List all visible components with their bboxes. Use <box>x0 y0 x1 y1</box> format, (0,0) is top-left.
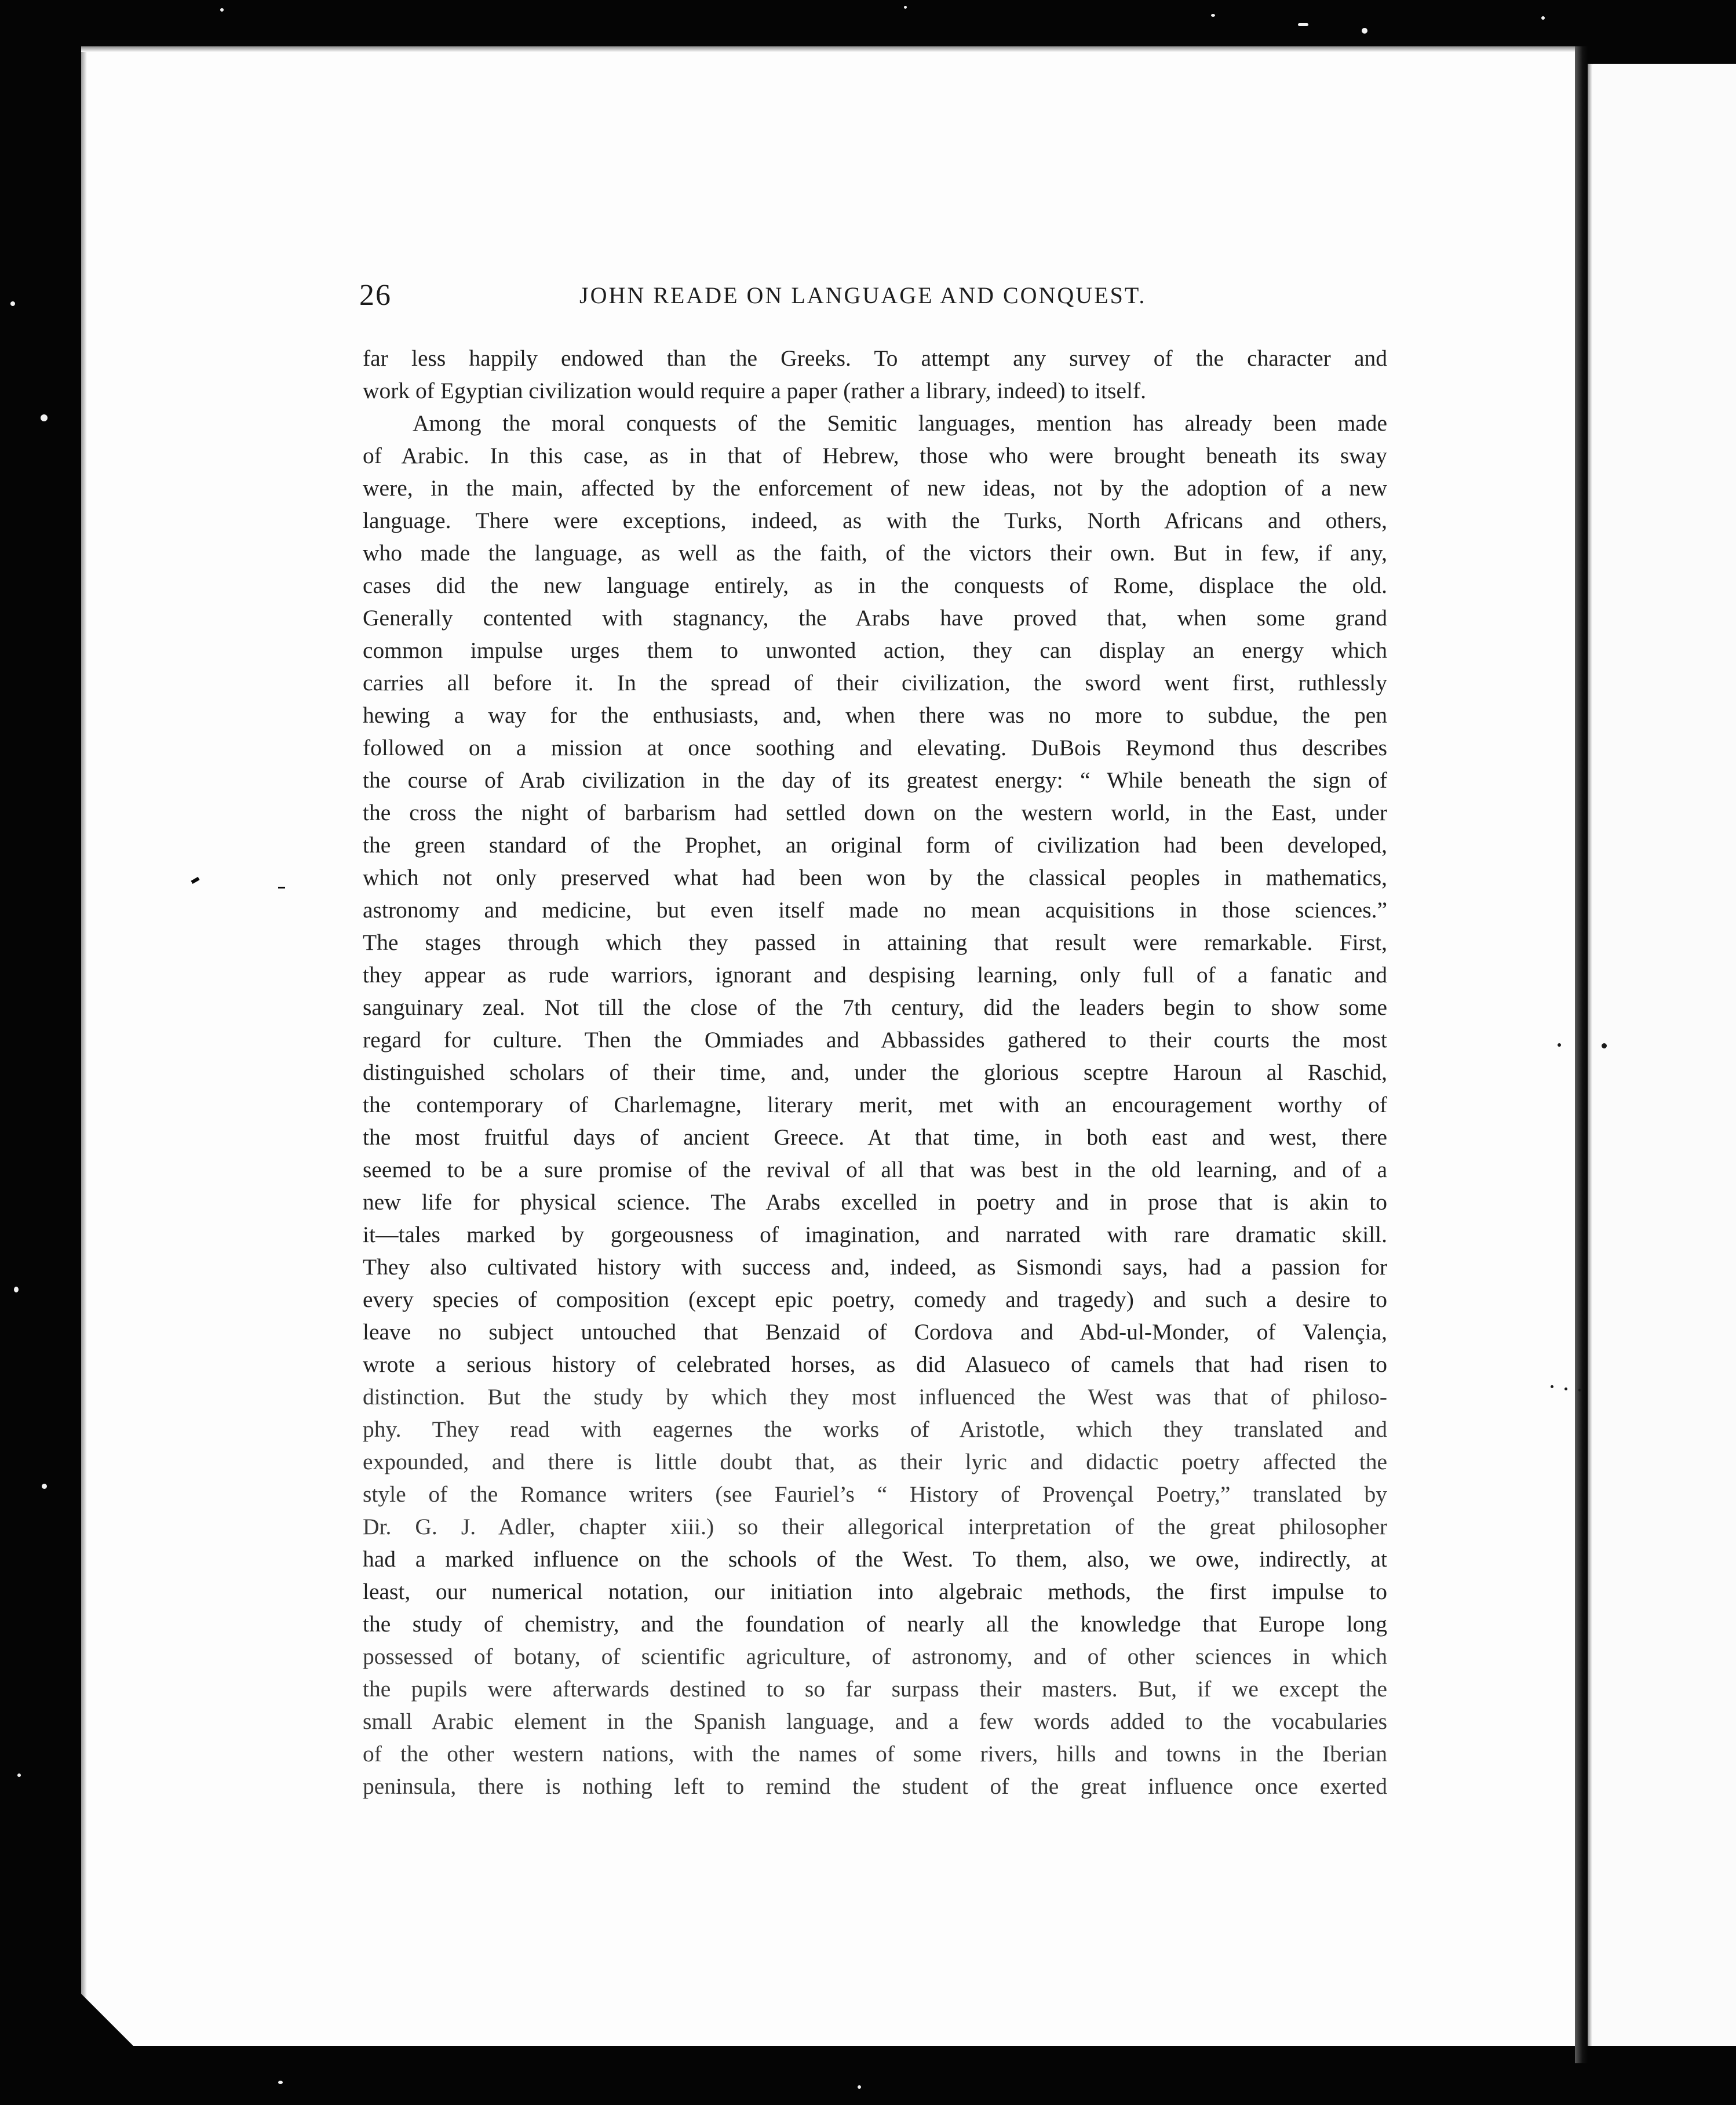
text-line: the study of chemistry, and the foundation of nearly all the knowledge that Europe long <box>363 1611 1387 1637</box>
text-line: astronomy and medicine, but even itself made no mean acquisitions in those sciences.” <box>363 897 1387 923</box>
running-title: JOHN READE ON LANGUAGE AND CONQUEST. <box>579 282 1147 308</box>
running-head <box>359 278 1388 313</box>
scan-speck <box>17 1773 21 1777</box>
text-line: The stages through which they passed in attaining that result were remarkable. First, <box>363 930 1387 955</box>
text-line: They also cultivated history with success and, indeed, as Sismondi says, had a passion for <box>363 1254 1387 1280</box>
text-line: peninsula, there is nothing left to remind the student of the great influence once exerted <box>363 1773 1387 1799</box>
text-line: of Arabic. In this case, as in that of Hebrew, those who were brought beneath its sway <box>363 443 1387 468</box>
text-line: had a marked influence on the schools of the West. To them, also, we owe, indirectly, at <box>363 1546 1387 1572</box>
text-line: the most fruitful days of ancient Greece. At that time, in both east and west, there <box>363 1124 1387 1150</box>
text-line: distinction. But the study by which they most influenced the West was that of philoso- <box>363 1384 1387 1410</box>
text-line: the course of Arab civilization in the day of its greatest energy: “ While beneath the sign of <box>363 767 1387 793</box>
text-line: the cross the night of barbarism had settled down on the western world, in the East, under <box>363 800 1387 825</box>
body-text <box>363 342 1387 1802</box>
margin-mark <box>278 887 285 888</box>
text-line: distinguished scholars of their time, and, under the glorious sceptre Haroun al Raschid, <box>363 1059 1387 1085</box>
scan-speck <box>42 1484 47 1489</box>
text-line: work of Egyptian civilization would require a paper (rather a library, indeed) to itself. <box>363 378 1147 403</box>
page-top-shadow <box>81 46 1575 52</box>
text-line: leave no subject untouched that Benzaid of Cordova and Abd-ul-Monder, of Valençia, <box>363 1319 1387 1345</box>
text-line: small Arabic element in the Spanish language, and a few words added to the vocabularies <box>363 1709 1387 1734</box>
adjacent-page-mark <box>1551 1385 1553 1388</box>
text-line: the green standard of the Prophet, an original form of civilization had been developed, <box>363 832 1387 858</box>
text-line: Generally contented with stagnancy, the Arabs have proved that, when some grand <box>363 605 1387 631</box>
text-line: new life for physical science. The Arabs excelled in poetry and in prose that is akin to <box>363 1189 1387 1215</box>
text-line: style of the Romance writers (see Fauriel’s “ History of Provençal Poetry,” translated by <box>363 1481 1387 1507</box>
text-line: hewing a way for the enthusiasts, and, when there was no more to subdue, the pen <box>363 702 1387 728</box>
text-line: Dr. G. J. Adler, chapter xiii.) so their allegorical interpretation of the great philosopher <box>363 1514 1387 1539</box>
adjacent-page-mark <box>1578 1389 1581 1392</box>
text-line: of the other western nations, with the names of some rivers, hills and towns in the Iberian <box>363 1741 1387 1767</box>
adjacent-page-mark <box>1564 1387 1567 1390</box>
text-line: regard for culture. Then the Ommiades and Abbassides gathered to their courts the most <box>363 1027 1387 1052</box>
scan-speck <box>220 8 224 12</box>
scan-speck <box>1211 14 1215 17</box>
text-line: Among the moral conquests of the Semitic languages, mention has already been made <box>413 410 1387 436</box>
text-line: carries all before it. In the spread of their civilization, the sword went first, ruthlessly <box>363 670 1387 695</box>
adjacent-page <box>1588 64 1736 2046</box>
text-line: language. There were exceptions, indeed, as with the Turks, North Africans and others, <box>363 508 1387 533</box>
scan-speck <box>1541 16 1545 20</box>
text-line: it—tales marked by gorgeousness of imagination, and narrated with rare dramatic skill. <box>363 1222 1387 1247</box>
text-line: phy. They read with eagernes the works of Aristotle, which they translated and <box>363 1416 1387 1442</box>
text-line: they appear as rude warriors, ignorant and despising learning, only full of a fanatic and <box>363 962 1387 988</box>
text-line: followed on a mission at once soothing and elevating. DuBois Reymond thus describes <box>363 735 1387 760</box>
scan-speck <box>10 301 15 306</box>
scan-speck <box>904 6 907 9</box>
scan-speck <box>278 2081 283 2084</box>
adjacent-page-edge <box>1588 64 1592 2046</box>
text-line: expounded, and there is little doubt that, as their lyric and didactic poetry affected the <box>363 1449 1387 1474</box>
page-edge-shadow <box>81 46 87 2046</box>
text-line: wrote a serious history of celebrated horses, as did Alasueco of camels that had risen to <box>363 1352 1387 1377</box>
adjacent-page-mark <box>1602 1043 1607 1048</box>
scan-speck <box>858 2085 861 2089</box>
page-number: 26 <box>359 279 392 312</box>
text-line: possessed of botany, of scientific agriculture, of astronomy, and of other sciences in which <box>363 1644 1387 1669</box>
text-line: were, in the main, affected by the enforcement of new ideas, not by the adoption of a new <box>363 475 1387 501</box>
text-line: who made the language, as well as the faith, of the victors their own. But in few, if any, <box>363 540 1387 566</box>
text-line: cases did the new language entirely, as in the conquests of Rome, displace the old. <box>363 573 1387 598</box>
text-line: far less happily endowed than the Greeks. To attempt any survey of the character and <box>363 345 1387 371</box>
text-line: least, our numerical notation, our initiation into algebraic methods, the first impulse to <box>363 1579 1387 1604</box>
text-line: the pupils were afterwards destined to so far surpass their masters. But, if we except the <box>363 1676 1387 1702</box>
text-line: sanguinary zeal. Not till the close of the 7th century, did the leaders begin to show some <box>363 995 1387 1020</box>
book-gutter <box>1575 46 1588 2063</box>
text-line: the contemporary of Charlemagne, literary merit, met with an encouragement worthy of <box>363 1092 1387 1117</box>
scan-speck <box>1362 28 1367 34</box>
scan-speck <box>1298 23 1308 26</box>
text-line: every species of composition (except epic poetry, comedy and tragedy) and such a desire to <box>363 1287 1387 1312</box>
text-line: which not only preserved what had been won by the classical peoples in mathematics, <box>363 865 1387 890</box>
scan-speck <box>41 414 48 421</box>
text-line: common impulse urges them to unwonted action, they can display an energy which <box>363 638 1387 663</box>
text-line: seemed to be a sure promise of the revival of all that was best in the old learning, and of a <box>363 1157 1387 1182</box>
scan-speck <box>14 1287 19 1292</box>
adjacent-page-mark <box>1558 1043 1561 1047</box>
